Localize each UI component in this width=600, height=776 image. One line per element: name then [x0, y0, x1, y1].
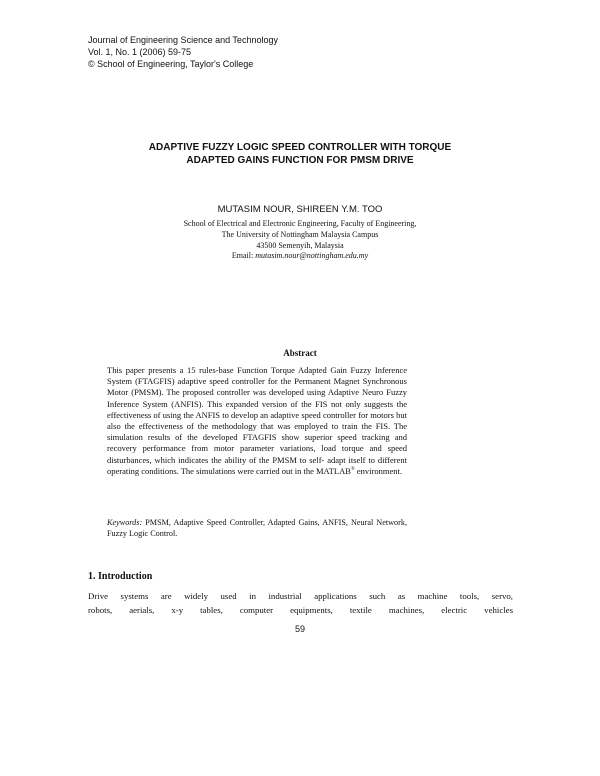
- registered-mark: ®: [350, 467, 355, 472]
- keywords-label: Keywords:: [107, 518, 143, 527]
- email-address: mutasim.nour@nottingham.edu.my: [255, 251, 369, 261]
- affiliation-line-1: School of Electrical and Electronic Engineering, Faculty of Engineering,: [183, 219, 417, 228]
- abstract-heading: Abstract: [283, 348, 317, 358]
- journal-name: Journal of Engineering Science and Technology: [88, 35, 278, 45]
- title-line-2: ADAPTED GAINS FUNCTION FOR PMSM DRIVE: [186, 155, 414, 166]
- abstract-text-end: environment.: [354, 465, 402, 476]
- affiliation-line-3: 43500 Semenyih, Malaysia: [256, 240, 344, 250]
- affiliation-email: [60, 251, 540, 262]
- affiliation: [60, 219, 540, 262]
- paper-title: [60, 141, 540, 167]
- title-line-1: ADAPTIVE FUZZY LOGIC SPEED CONTROLLER WITH TORQUE: [148, 142, 452, 153]
- introduction-line-1: Drive systems are widely used in industrial applications such as machine tools, servo,: [88, 591, 513, 601]
- journal-volume: Vol. 1, No. 1 (2006) 59-75: [88, 47, 192, 57]
- abstract-body: [107, 365, 407, 477]
- affiliation-line-2: The University of Nottingham Malaysia Campus: [221, 229, 379, 239]
- page-number: 59: [294, 624, 305, 634]
- author-list: MUTASIM NOUR, SHIREEN Y.M. TOO: [217, 204, 383, 215]
- email-label: Email:: [231, 251, 256, 261]
- introduction-body: [88, 590, 513, 617]
- introduction-line-2: robots, aerials, x-y tables, computer equipments, textile machines, electric vehicles: [88, 604, 513, 615]
- journal-header: [88, 34, 278, 70]
- keywords: [107, 517, 407, 540]
- section-heading-introduction: 1. Introduction: [88, 571, 153, 582]
- keywords-text: PMSM, Adaptive Speed Controller, Adapted Gains, ANFIS, Neural Network, Fuzzy Logic Control.: [107, 518, 407, 539]
- abstract-text: This paper presents a 15 rules-base Function Torque Adapted Gain Fuzzy Inference System (FTAGFIS) adaptive speed controller for the Permanent Magnet Synchronous Motor (PMSM). The proposed controller was developed using Adaptive Neuro Fuzzy Inference System (ANFIS). This expanded version of the FIS not only suggests the effectiveness of using the ANFIS to develop an adaptive speed controller for motors but also the effectiveness of the methodology that was employed to train the FIS. The simulation results of the developed FTAGFIS show superior speed tracking and recovery performance from motor parameter variations, load torque and speed disturbances, which indicates the ability of the PMSM to self- adapt itself to different operating conditions. The simulations were carried out in the MATLAB: [107, 365, 407, 476]
- journal-copyright: © School of Engineering, Taylor's College: [88, 59, 254, 69]
